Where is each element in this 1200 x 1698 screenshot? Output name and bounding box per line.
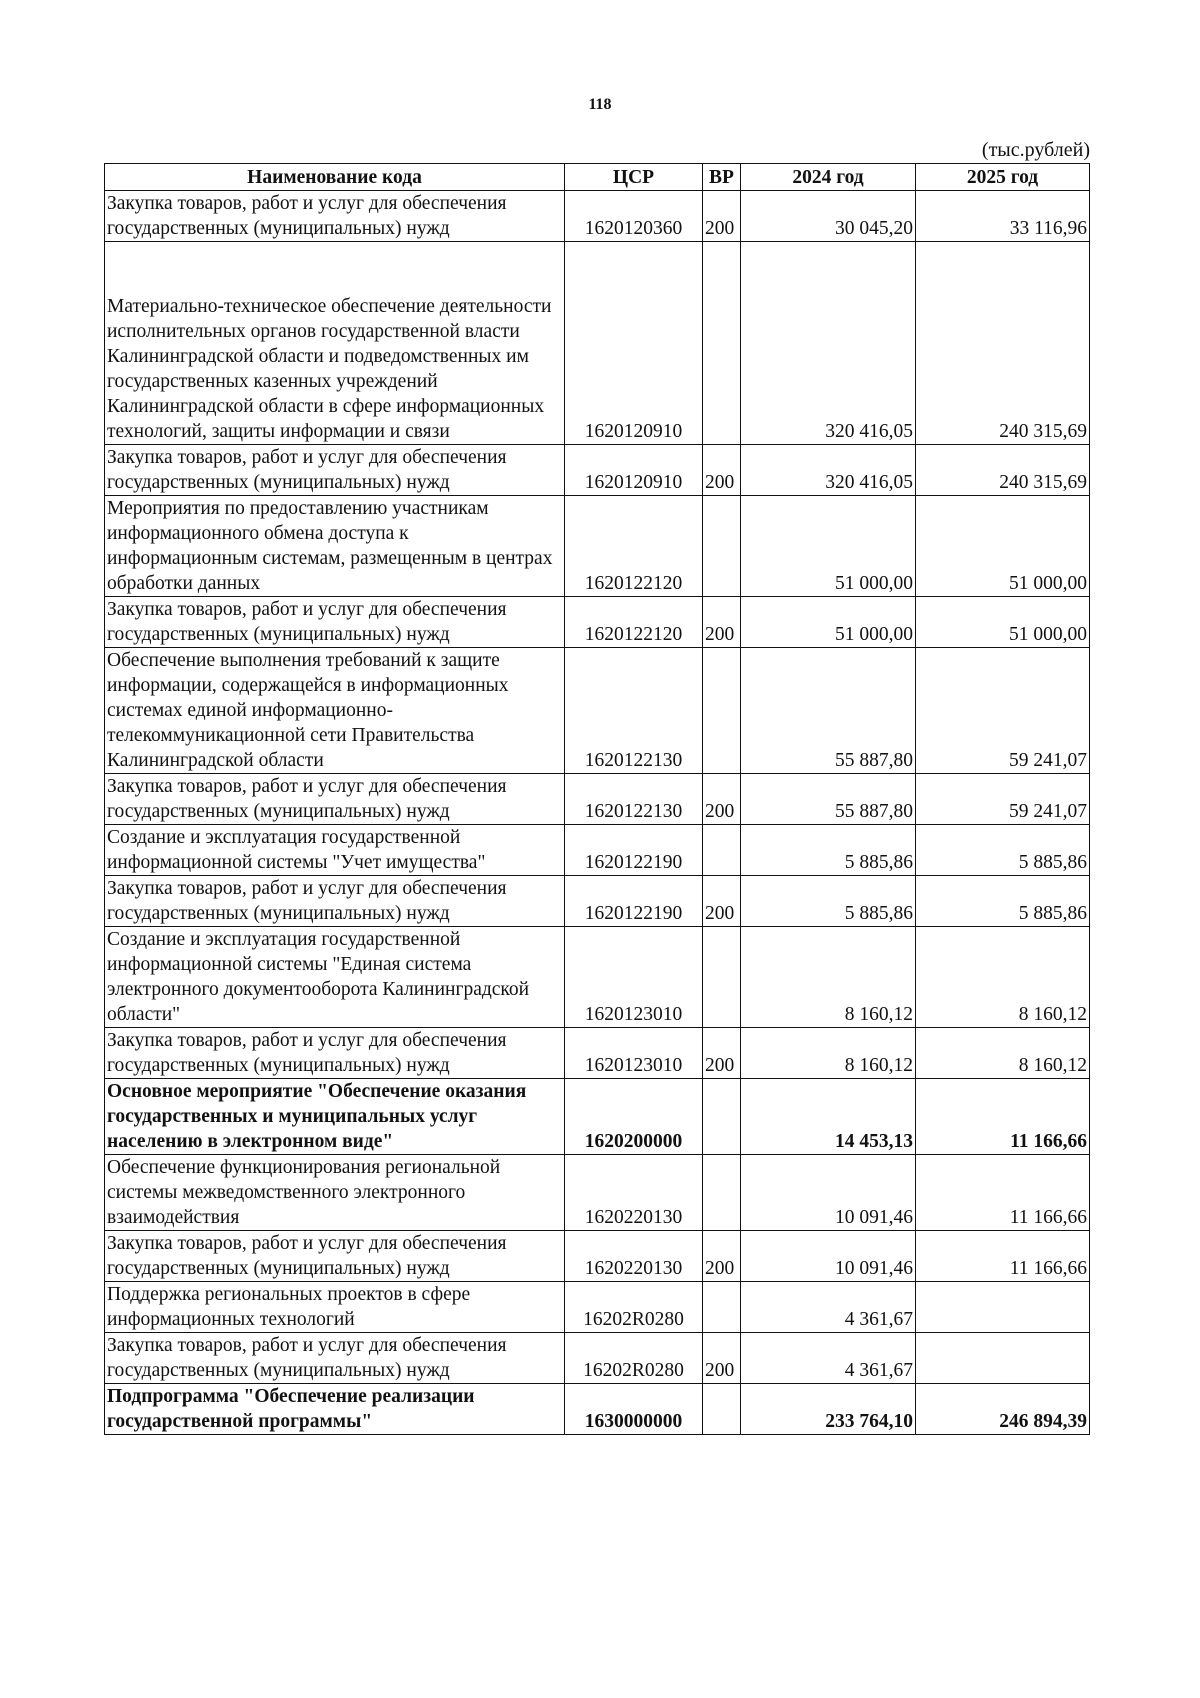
table-row <box>105 927 1090 1028</box>
cell-2024: 320 416,05 <box>741 242 916 445</box>
cell-2024: 14 453,13 <box>741 1079 916 1155</box>
table-row <box>105 1333 1090 1384</box>
cell-name: Создание и эксплуатация государственной информационной системы "Учет имущества" <box>105 825 565 876</box>
cell-vr <box>703 1282 741 1333</box>
cell-2024: 4 361,67 <box>741 1333 916 1384</box>
cell-vr <box>703 1384 741 1435</box>
cell-2025: 8 160,12 <box>916 927 1090 1028</box>
cell-vr <box>703 1079 741 1155</box>
header-2025: 2025 год <box>916 164 1090 191</box>
cell-name: Поддержка региональных проектов в сфере информационных технологий <box>105 1282 565 1333</box>
cell-name: Закупка товаров, работ и услуг для обеспечения государственных (муниципальных) нужд <box>105 445 565 496</box>
cell-csr: 1630000000 <box>565 1384 703 1435</box>
cell-csr: 1620122120 <box>565 496 703 597</box>
cell-2025: 59 241,07 <box>916 774 1090 825</box>
cell-vr <box>703 648 741 774</box>
cell-2024: 8 160,12 <box>741 1028 916 1079</box>
cell-2025: 240 315,69 <box>916 445 1090 496</box>
cell-vr <box>703 496 741 597</box>
cell-csr: 1620220130 <box>565 1155 703 1231</box>
table-row <box>105 774 1090 825</box>
cell-2025: 240 315,69 <box>916 242 1090 445</box>
table-row <box>105 1079 1090 1155</box>
cell-2025: 33 116,96 <box>916 191 1090 242</box>
cell-2025: 59 241,07 <box>916 648 1090 774</box>
cell-vr <box>703 1155 741 1231</box>
cell-2025: 11 166,66 <box>916 1231 1090 1282</box>
cell-name: Материально-техническое обеспечение деятельности исполнительных органов государственной власти Калининградской области и подведомственных им государственных казенных учреждений Калининградской области в сфере информационных технологий, защиты информации и связи <box>105 242 565 445</box>
cell-name: Обеспечение функционирования региональной системы межведомственного электронного взаимодействия <box>105 1155 565 1231</box>
cell-vr: 200 <box>703 1028 741 1079</box>
cell-name: Обеспечение выполнения требований к защите информации, содержащейся в информационных системах единой информационно-телекоммуникационной сети Правительства Калининградской области <box>105 648 565 774</box>
cell-vr: 200 <box>703 597 741 648</box>
cell-vr: 200 <box>703 876 741 927</box>
cell-2025: 5 885,86 <box>916 876 1090 927</box>
cell-2024: 55 887,80 <box>741 648 916 774</box>
cell-2024: 320 416,05 <box>741 445 916 496</box>
cell-csr: 1620122190 <box>565 876 703 927</box>
cell-vr: 200 <box>703 1231 741 1282</box>
cell-2025: 11 166,66 <box>916 1079 1090 1155</box>
cell-csr: 1620120910 <box>565 445 703 496</box>
cell-csr: 1620122190 <box>565 825 703 876</box>
cell-csr: 1620122130 <box>565 648 703 774</box>
table-body <box>105 191 1090 1435</box>
table-row <box>105 496 1090 597</box>
cell-vr: 200 <box>703 191 741 242</box>
table-row <box>105 445 1090 496</box>
cell-2024: 30 045,20 <box>741 191 916 242</box>
budget-table <box>104 163 1090 1435</box>
cell-2024: 5 885,86 <box>741 825 916 876</box>
table-row <box>105 648 1090 774</box>
cell-name: Закупка товаров, работ и услуг для обеспечения государственных (муниципальных) нужд <box>105 1333 565 1384</box>
cell-2025: 51 000,00 <box>916 496 1090 597</box>
header-csr: ЦСР <box>565 164 703 191</box>
cell-2025 <box>916 1282 1090 1333</box>
cell-csr: 1620220130 <box>565 1231 703 1282</box>
table-row <box>105 1028 1090 1079</box>
cell-name: Закупка товаров, работ и услуг для обеспечения государственных (муниципальных) нужд <box>105 597 565 648</box>
cell-2025: 51 000,00 <box>916 597 1090 648</box>
cell-2024: 233 764,10 <box>741 1384 916 1435</box>
cell-name: Подпрограмма "Обеспечение реализации государственной программы" <box>105 1384 565 1435</box>
table-row <box>105 876 1090 927</box>
cell-2024: 4 361,67 <box>741 1282 916 1333</box>
table-header-row <box>105 164 1090 191</box>
cell-csr: 1620123010 <box>565 1028 703 1079</box>
cell-csr: 1620120360 <box>565 191 703 242</box>
cell-2025: 11 166,66 <box>916 1155 1090 1231</box>
units-label: (тыс.рублей) <box>981 139 1090 161</box>
cell-2024: 10 091,46 <box>741 1155 916 1231</box>
cell-vr: 200 <box>703 1333 741 1384</box>
cell-2024: 51 000,00 <box>741 597 916 648</box>
table-row <box>105 597 1090 648</box>
cell-vr: 200 <box>703 445 741 496</box>
cell-name: Основное мероприятие "Обеспечение оказания государственных и муниципальных услуг населению в электронном виде" <box>105 1079 565 1155</box>
cell-name: Закупка товаров, работ и услуг для обеспечения государственных (муниципальных) нужд <box>105 876 565 927</box>
cell-2025 <box>916 1333 1090 1384</box>
cell-2024: 8 160,12 <box>741 927 916 1028</box>
table-row <box>105 1231 1090 1282</box>
header-2024: 2024 год <box>741 164 916 191</box>
header-name: Наименование кода <box>105 164 565 191</box>
cell-csr: 16202R0280 <box>565 1333 703 1384</box>
cell-csr: 1620200000 <box>565 1079 703 1155</box>
table-row <box>105 191 1090 242</box>
cell-2024: 5 885,86 <box>741 876 916 927</box>
cell-2024: 55 887,80 <box>741 774 916 825</box>
header-vr: ВР <box>703 164 741 191</box>
cell-vr <box>703 242 741 445</box>
cell-2025: 5 885,86 <box>916 825 1090 876</box>
cell-csr: 16202R0280 <box>565 1282 703 1333</box>
cell-csr: 1620122130 <box>565 774 703 825</box>
table-row <box>105 1384 1090 1435</box>
cell-csr: 1620122120 <box>565 597 703 648</box>
table-row <box>105 1155 1090 1231</box>
table-row <box>105 825 1090 876</box>
cell-csr: 1620120910 <box>565 242 703 445</box>
cell-name: Закупка товаров, работ и услуг для обеспечения государственных (муниципальных) нужд <box>105 191 565 242</box>
cell-name: Создание и эксплуатация государственной информационной системы "Единая система электронного документооборота Калининградской области" <box>105 927 565 1028</box>
cell-vr <box>703 825 741 876</box>
cell-vr: 200 <box>703 774 741 825</box>
cell-2024: 10 091,46 <box>741 1231 916 1282</box>
cell-name: Мероприятия по предоставлению участникам информационного обмена доступа к информационным системам, размещенным в центрах обработки данных <box>105 496 565 597</box>
cell-csr: 1620123010 <box>565 927 703 1028</box>
cell-vr <box>703 927 741 1028</box>
cell-name: Закупка товаров, работ и услуг для обеспечения государственных (муниципальных) нужд <box>105 1028 565 1079</box>
cell-2025: 246 894,39 <box>916 1384 1090 1435</box>
page-number: 118 <box>588 96 612 113</box>
cell-name: Закупка товаров, работ и услуг для обеспечения государственных (муниципальных) нужд <box>105 1231 565 1282</box>
cell-2025: 8 160,12 <box>916 1028 1090 1079</box>
table-row <box>105 1282 1090 1333</box>
table-row <box>105 242 1090 445</box>
cell-name: Закупка товаров, работ и услуг для обеспечения государственных (муниципальных) нужд <box>105 774 565 825</box>
cell-2024: 51 000,00 <box>741 496 916 597</box>
